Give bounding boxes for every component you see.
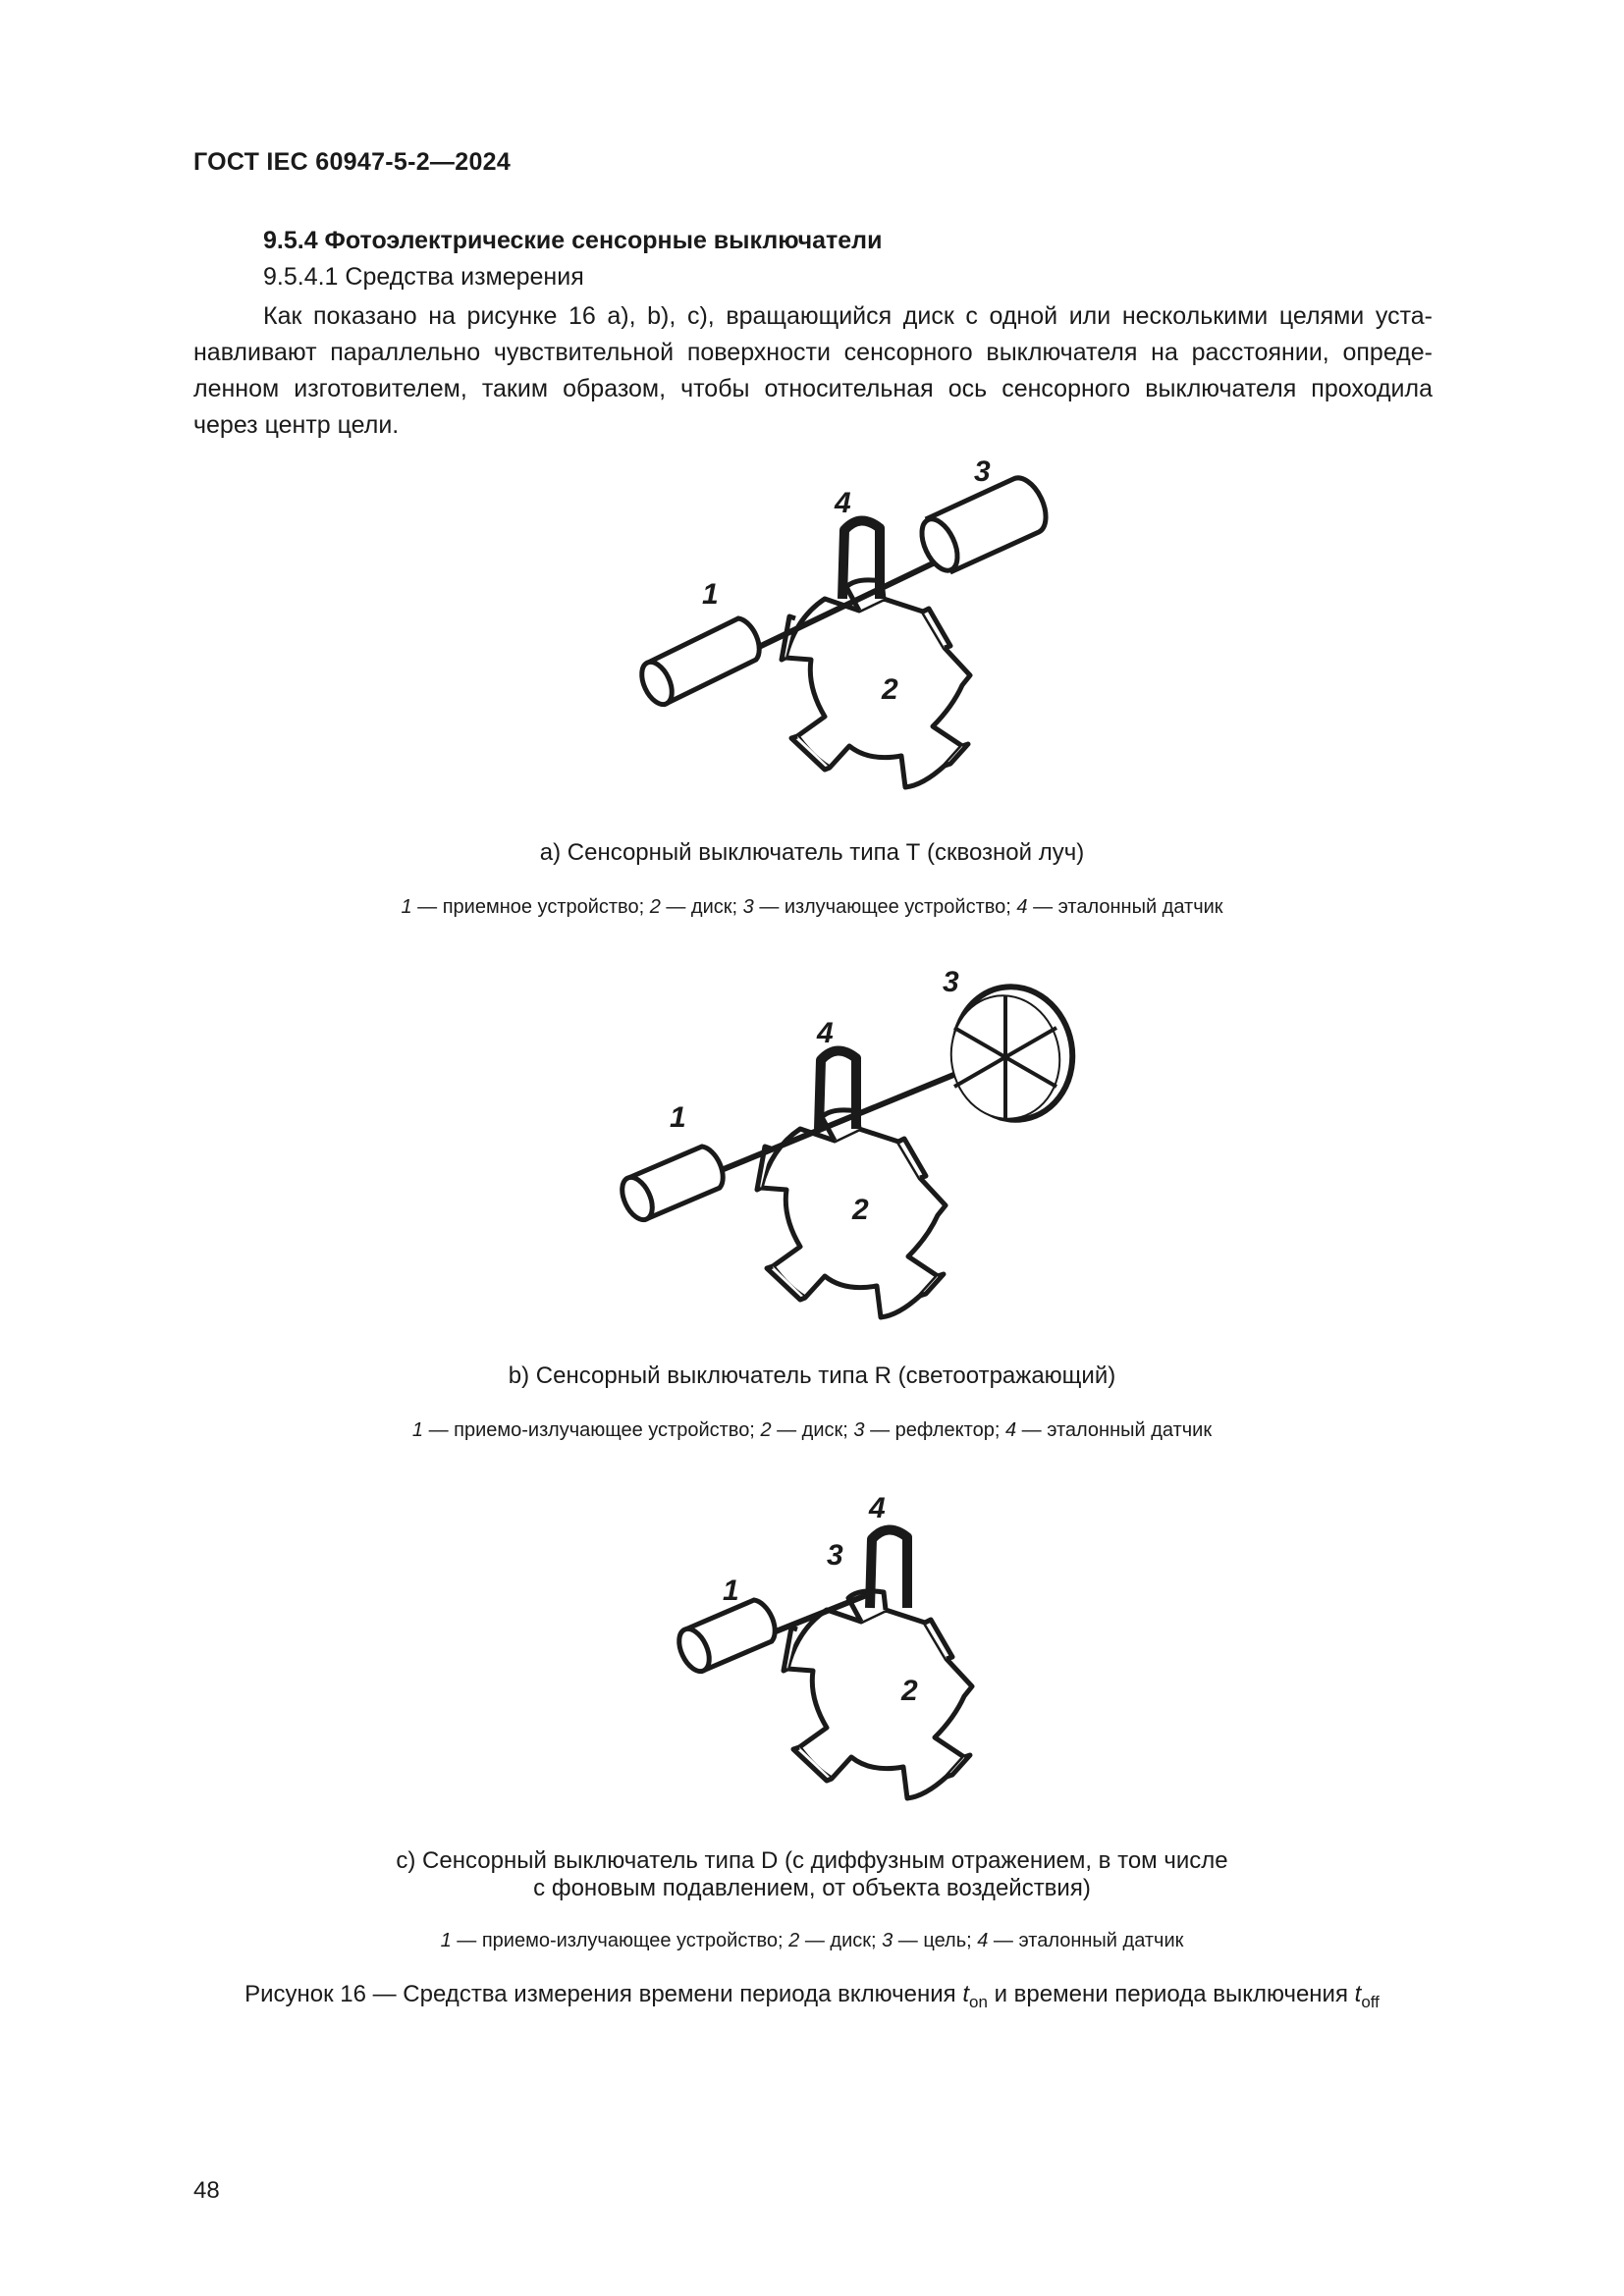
figure-c-caption	[0, 1847, 1624, 1902]
label-3: 3	[974, 455, 991, 488]
legend-num: 4	[1004, 1419, 1017, 1441]
figure-b-legend	[0, 1419, 1624, 1442]
label-3: 3	[943, 966, 959, 998]
legend-num: 3	[853, 1419, 865, 1441]
document-header: ГОСТ IEC 60947-5-2—2024	[193, 148, 512, 176]
label-2: 2	[901, 1675, 918, 1707]
label-3: 3	[827, 1539, 843, 1572]
legend-text: — излучающее устройство;	[753, 896, 1017, 918]
legend-text: — эталонный датчик	[1027, 896, 1223, 918]
label-1: 1	[702, 578, 719, 611]
legend-num: 3	[742, 896, 754, 918]
legend-text: — эталонный датчик	[1016, 1419, 1213, 1441]
label-4: 4	[835, 487, 851, 519]
variable-t: t	[962, 1981, 969, 2007]
label-1: 1	[670, 1101, 686, 1134]
legend-text: — приемное устройство;	[411, 896, 650, 918]
subsection-title: 9.5.4.1 Средства измерения	[263, 263, 584, 291]
body-paragraph	[193, 298, 1433, 444]
transceiver-cylinder	[673, 1600, 775, 1676]
figure-b-caption: b) Сенсорный выключатель типа R (светоотражающий)	[508, 1362, 1116, 1389]
label-4: 4	[869, 1492, 886, 1524]
legend-text: — приемо-излучающее устройство;	[423, 1419, 761, 1441]
transceiver-cylinder	[616, 1147, 723, 1224]
legend-text: — диск;	[799, 1930, 883, 1951]
label-2: 2	[852, 1194, 869, 1226]
paragraph-line: Как показано на рисунке 16 a), b), c), вращающийся диск с одной или несколькими целями уста-	[263, 302, 1433, 330]
figure-c-diagram	[658, 1482, 1070, 1826]
receiver-cylinder	[635, 618, 759, 709]
caption-line: c) Сенсорный выключатель типа D (с диффузным отражением, в том числе	[396, 1847, 1228, 1874]
figure-title	[0, 1981, 1624, 2012]
legend-num: 3	[882, 1930, 893, 1951]
reflector	[942, 978, 1083, 1130]
legend-text: — приемо-излучающее устройство;	[451, 1930, 789, 1951]
figure-c-legend	[0, 1930, 1624, 1952]
emitter-cylinder	[915, 478, 1046, 576]
legend-text: — цель;	[893, 1930, 978, 1951]
legend-num: 2	[788, 1930, 800, 1951]
paragraph-line: навливают параллельно чувствительной поверхности сенсорного выключателя на расстоянии, опреде-	[193, 339, 1433, 366]
legend-text: — рефлектор;	[864, 1419, 1005, 1441]
figure-a-legend	[0, 896, 1624, 919]
variable-t: t	[1354, 1981, 1362, 2007]
legend-text: — диск;	[771, 1419, 854, 1441]
figure-title-text: и времени периода выключения	[987, 1981, 1355, 2007]
caption-line: с фоновым подавлением, от объекта воздействия)	[533, 1875, 1091, 1901]
legend-num: 4	[977, 1930, 989, 1951]
legend-num: 1	[440, 1930, 452, 1951]
figure-b-diagram	[609, 962, 1100, 1355]
legend-num: 2	[760, 1419, 772, 1441]
legend-num: 1	[411, 1419, 424, 1441]
subscript-on: on	[968, 1992, 988, 2011]
paragraph-line: через центр цели.	[193, 411, 400, 439]
figure-a-diagram	[628, 452, 1060, 825]
legend-text: — эталонный датчик	[988, 1930, 1184, 1951]
page-number: 48	[193, 2177, 220, 2204]
legend-num: 1	[401, 896, 412, 918]
legend-num: 4	[1016, 896, 1028, 918]
legend-num: 2	[649, 896, 661, 918]
paragraph-line: ленном изготовителем, таким образом, чтобы относительная ось сенсорного выключателя проходила	[193, 375, 1433, 402]
label-4: 4	[817, 1017, 834, 1049]
subscript-off: off	[1361, 1992, 1380, 2011]
label-2: 2	[882, 673, 898, 706]
figure-title-text: Рисунок 16 — Средства измерения времени периода включения	[244, 1981, 963, 2007]
legend-text: — диск;	[660, 896, 743, 918]
section-title: 9.5.4 Фотоэлектрические сенсорные выключатели	[263, 227, 883, 254]
label-1: 1	[723, 1575, 739, 1607]
figure-a-caption: a) Сенсорный выключатель типа Т (сквозной луч)	[539, 839, 1085, 866]
